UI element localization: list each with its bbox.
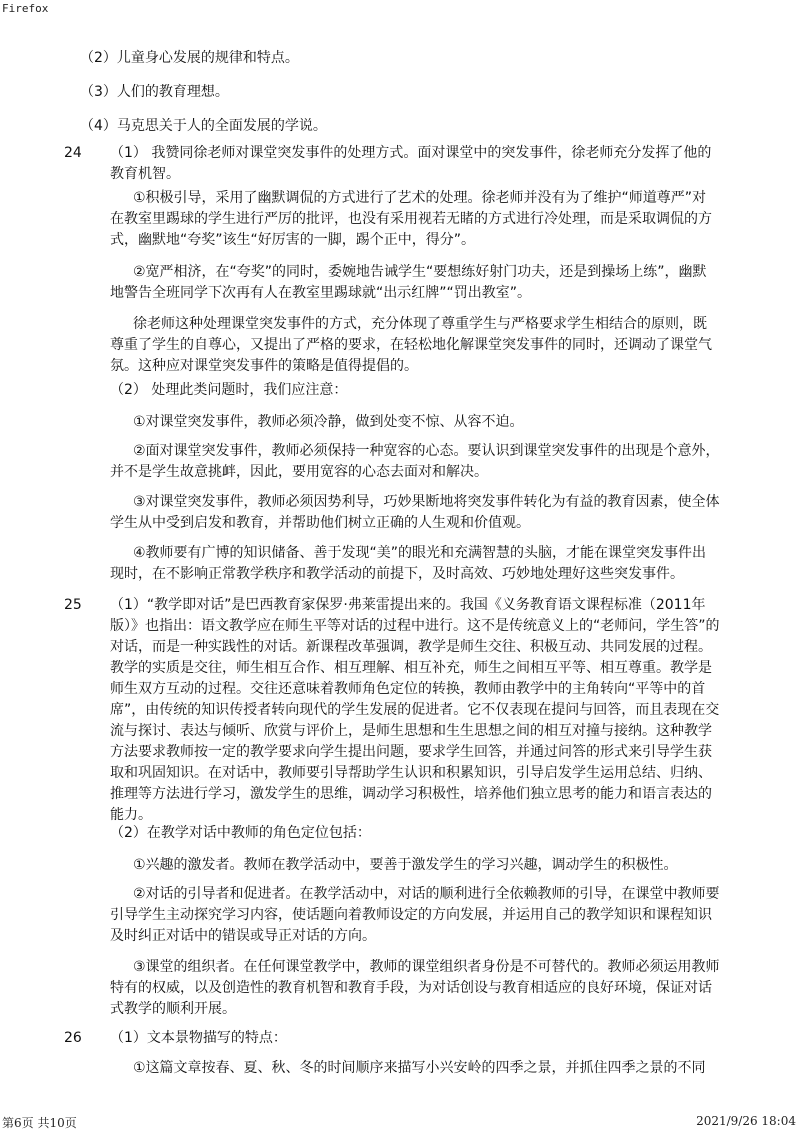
q24-note3: ③对课堂突发事件，教师必须因势利导，巧妙果断地将突发事件转化为有益的教育因素，使全体学生从中受到启发和教育，并帮助他们树立正确的人生观和价值观。	[110, 494, 720, 531]
q24-note2: ②面对课堂突发事件，教师必须保持一种宽容的心态。要认识到课堂突发事件的出现是个意外，并不是学生故意挑衅，因此，要用宽容的心态去面对和解决。	[110, 443, 720, 480]
q25-answer-part1: （1）“教学即对话”是巴西教育家保罗·弗莱雷提出来的。我国《义务教育语文课程标准（2011年版）》也指出：语文教学应在师生平等对话的过程中进行。这不是传统意义上的“老师问，学生答”的对话，而是一种实践性的对话。新课程改革强调，教学是师生交往、积极互动、共同发展的过程。教学的实质是交往，师生相互合作、相互理解、相互补充，师生之间相互平等、相互尊重。教学是师生双方互动的过程。交往还意味着教师角色定位的转换，教师由教学中的主角转向“平等中的首席”，由传统的知识传授者转向现代的学生发展的促进者。它不仅表现在提问与回答，而且表现在交流与探讨、表达与倾听、欣赏与评价上，是师生思想和生生思想之间的相互对撞与接纳。这种教学方法要求教师按一定的教学要求向学生提出问题，要求学生回答，并通过问答的形式来引导学生获取和巩固知识。在对话中，教师要引导帮助学生认识和积累知识，引导启发学生运用总结、归纳、推理等方法进行学习，激发学生的思维，调动学习积极性，培养他们独立思考的能力和语言表达的能力。	[110, 597, 720, 823]
browser-title: Firefox	[2, 2, 49, 15]
q24-note1: ①对课堂突发事件，教师必须冷静，做到处变不惊、从容不迫。	[133, 414, 524, 430]
q26-point1: ①这篇文章按春、夏、秋、冬的时间顺序来描写小兴安岭的四季之景，并抓住四季之景的不同	[133, 1060, 706, 1076]
q25-role1: ①兴趣的激发者。教师在教学活动中，要善于激发学生的学习兴趣，调动学生的积极性。	[133, 857, 678, 873]
q24-answer-part2: （2） 处理此类问题时，我们应注意：	[110, 382, 348, 398]
list-item: （4）马克思关于人的全面发展的学说。	[80, 118, 327, 134]
question-number: 24	[64, 145, 82, 161]
q25-answer-part2: （2）在教学对话中教师的角色定位包括：	[110, 825, 371, 841]
q25-role3: ③课堂的组织者。在任何课堂教学中，教师的课堂组织者身份是不可替代的。教师必须运用教师特有的权威，以及创造性的教育机智和教育手段，为对话创设与教育相适应的良好环境，保证对话式教学的顺利开展。	[110, 959, 720, 1017]
list-item: （2）儿童身心发展的规律和特点。	[80, 50, 299, 66]
question-number: 25	[64, 597, 82, 613]
print-timestamp: 2021/9/26 18:04	[696, 1114, 796, 1128]
list-item: （3）人们的教育理想。	[80, 84, 229, 100]
q24-note4: ④教师要有广博的知识储备、善于发现“美”的眼光和充满智慧的头脑，才能在课堂突发事件出现时，在不影响正常教学秩序和教学活动的前提下，及时高效、巧妙地处理好这些突发事件。	[110, 545, 707, 582]
q24-answer-part1: （1） 我赞同徐老师对课堂突发事件的处理方式。面对课堂中的突发事件，徐老师充分发挥了他的教育机智。	[110, 145, 712, 182]
q24-point1: ①积极引导，采用了幽默调侃的方式进行了艺术的处理。徐老师并没有为了维护“师道尊严”对在教室里踢球的学生进行严厉的批评，也没有采用视若无睹的方式进行冷处理，而是采取调侃的方式，幽默地“夸奖”该生“好厉害的一脚，踢个正中，得分”。	[110, 190, 712, 248]
q24-point2: ②宽严相济，在“夸奖”的同时，委婉地告诫学生“要想练好射门功夫，还是到操场上练”，幽默地警告全班同学下次再有人在教室里踢球就“出示红牌”“罚出教室”。	[110, 264, 707, 301]
q25-role2: ②对话的引导者和促进者。在教学活动中，对话的顺利进行全依赖教师的引导，在课堂中教师要引导学生主动探究学习内容，使话题向着教师设定的方向发展，并运用自己的教学知识和课程知识及时纠正对话中的错误或导正对话的方向。	[110, 886, 720, 944]
page-info: 第6页 共10页	[2, 1116, 77, 1130]
q24-summary: 徐老师这种处理课堂突发事件的方式，充分体现了尊重学生与严格要求学生相结合的原则，既尊重了学生的自尊心，又提出了严格的要求，在轻松地化解课堂突发事件的同时，还调动了课堂气氛。这种应对课堂突发事件的策略是值得提倡的。	[110, 316, 712, 374]
q26-answer-part1: （1）文本景物描写的特点：	[110, 1030, 287, 1046]
question-number: 26	[64, 1030, 82, 1046]
